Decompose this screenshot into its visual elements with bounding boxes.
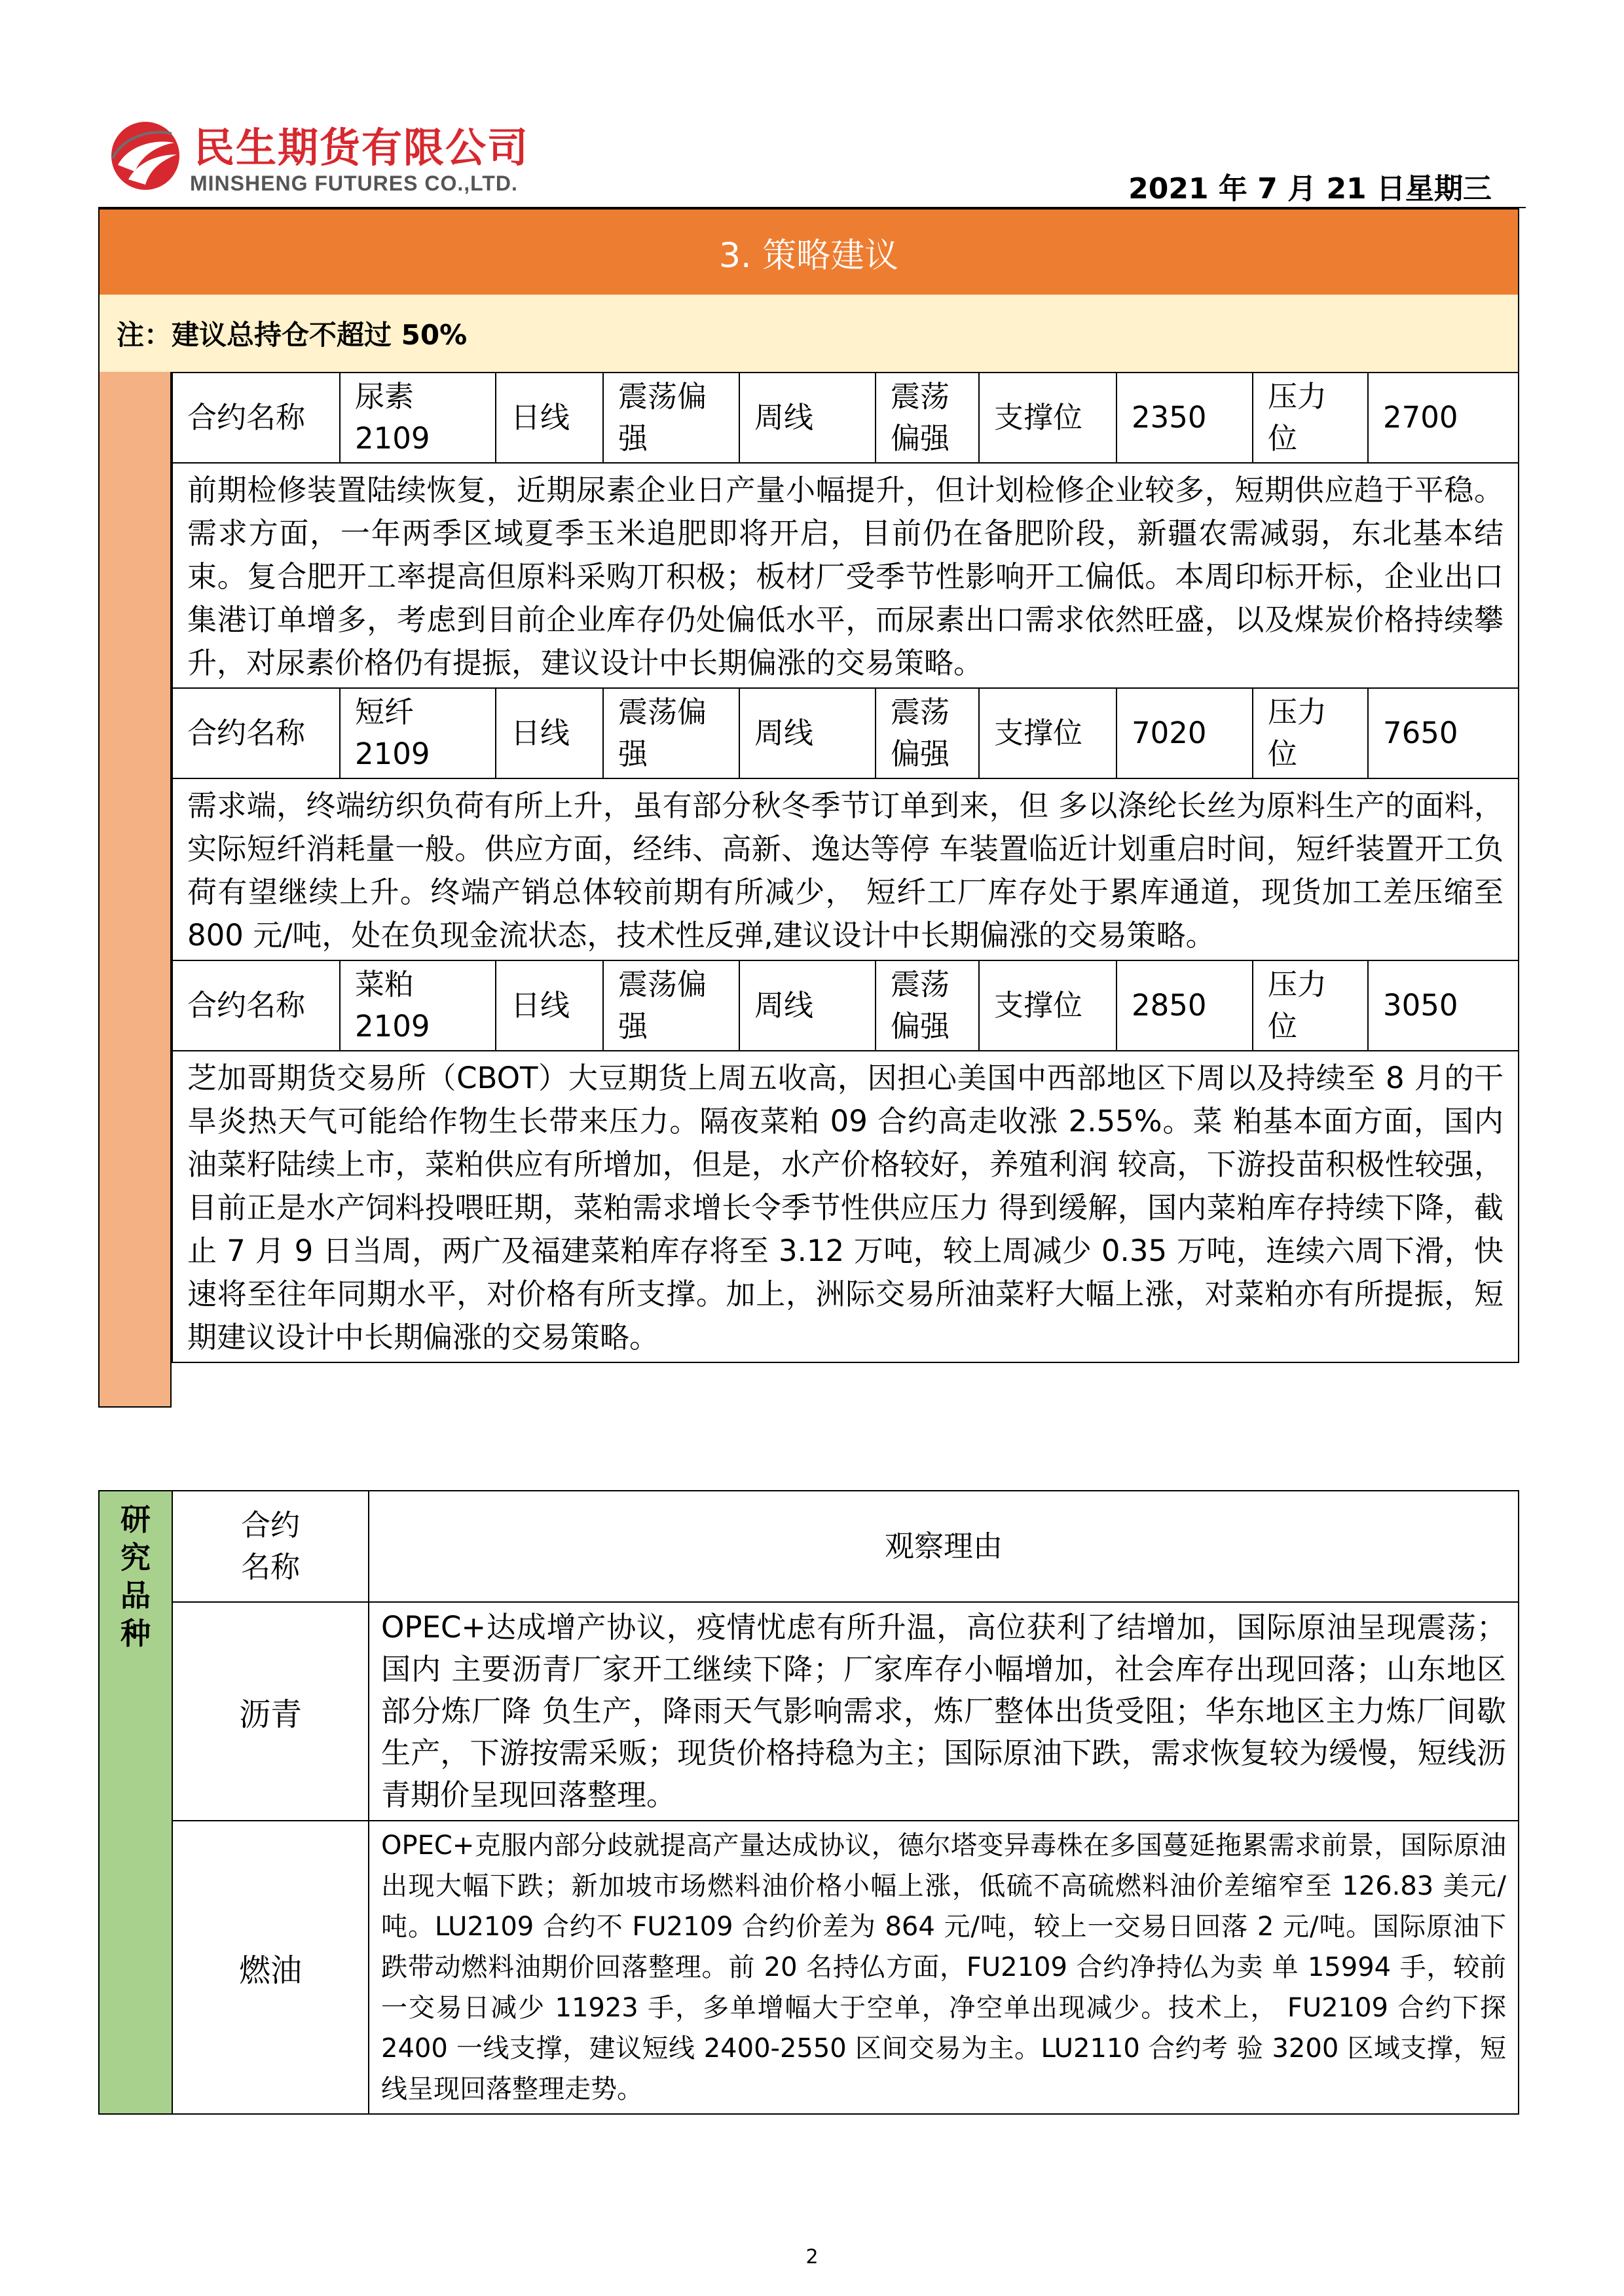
resistance-label: 压力位 [1253,688,1368,778]
resistance-value: 7650 [1368,688,1519,778]
contract-header-row [172,960,1519,1051]
contract-header-row [172,688,1519,778]
contract-label: 合约名称 [172,688,340,778]
daily-trend: 震荡偏强 [603,373,739,463]
research-header-row [99,1491,1519,1602]
research-table [98,1490,1519,2115]
contract-label: 合约名称 [172,373,340,463]
contract-analysis-row [172,463,1519,688]
contract-analysis-row [172,1051,1519,1362]
note-bar [98,295,1519,373]
support-value: 2350 [1116,373,1253,463]
daily-trend: 震荡偏强 [603,688,739,778]
report-date: 2021 年 7 月 21 日星期三 [1128,172,1492,206]
contract-analysis: 需求端，终端纺织负荷有所上升，虽有部分秋冬季节订单到来，但 多以涤纶长丝为原料生产的面料，实际短纤消耗量一般。供应方面，经纬、高新、逸达等停 车装置临近计划重启时间，短纤装置开工负荷有望继续上升。终端产销总体较前期有所减少， 短纤工厂库存处于累库通道，现货加工差压缩至 800 元/吨，处在负现金流状态，技术性反弹,建议设计中长期偏涨的交易策略。 [172,778,1519,960]
research-side-label [99,1491,172,2114]
research-reason: OPEC+达成增产协议，疫情忧虑有所升温，高位获利了结增加，国际原油呈现震荡；国内 主要沥青厂家开工继续下降；厂家库存小幅增加，社会库存出现回落；山东地区部分炼厂降 负生产，降雨天气影响需求，炼厂整体出货受阻；华东地区主力炼厂间歇生产，下游按需采贩；现货价格持稳为主；国际原油下跌，需求恢复较为缓慢，短线沥青期价呈现回落整理。 [369,1602,1519,1821]
contract-analysis-row [172,778,1519,960]
weekly-label: 周线 [739,373,876,463]
resistance-value: 2700 [1368,373,1519,463]
page-number: 2 [805,2246,819,2269]
contract-name: 菜粕 2109 [340,960,496,1051]
position-note: 注：建议总持仓不超过 50% [117,319,468,351]
resistance-label: 压力位 [1253,960,1368,1051]
section-title-bar [98,208,1519,296]
strategy-side-strip [98,372,172,1408]
weekly-label: 周线 [739,960,876,1051]
research-contract-name: 燃油 [172,1821,369,2114]
daily-label: 日线 [496,688,603,778]
research-row [99,1602,1519,1821]
weekly-label: 周线 [739,688,876,778]
company-logo [109,115,580,200]
contract-header-row [172,373,1519,463]
support-value: 7020 [1116,688,1253,778]
research-row [99,1821,1519,2114]
support-label: 支撑位 [979,688,1116,778]
support-value: 2850 [1116,960,1253,1051]
research-contract-name: 沥青 [172,1602,369,1821]
section-title: 3. 策略建议 [718,236,899,276]
weekly-trend: 震荡偏强 [876,960,979,1051]
resistance-label: 压力位 [1253,373,1368,463]
company-name-cn: 民生期货有限公司 [194,124,530,172]
logo-mark-icon [109,119,182,192]
strategy-table [172,372,1519,1363]
company-name-en: MINSHENG FUTURES CO.,LTD. [190,172,518,195]
col-header-reason: 观察理由 [369,1491,1519,1602]
col-header-contract [172,1491,369,1602]
research-side-text: 研究品种 [120,1502,151,1651]
contract-label: 合约名称 [172,960,340,1051]
support-label: 支撑位 [979,960,1116,1051]
contract-name: 短纤 2109 [340,688,496,778]
research-reason: OPEC+克服内部分歧就提高产量达成协议，德尔塔变异毒株在多国蔓延拖累需求前景，国际原油出现大幅下跌；新加坡市场燃料油价格小幅上涨，低硫不高硫燃料油价差缩窄至 126.83 美元/吨。LU2109 合约不 FU2109 合约价差为 864 元/吨，较上一交易日回落 2 元/吨。国际原油下跌带动燃料油期价回落整理。前 20 名持仏方面，FU2109 合约净持仏为卖 单 15994 手，较前一交易日减少 11923 手，多单增幅大于空单，净空单出现减少。技术上， FU2109 合约下探 2400 一线支撑，建议短线 2400-2550 区间交易为主。LU2110 合约考 验 3200 区域支撑，短线呈现回落整理走势。 [369,1821,1519,2114]
daily-label: 日线 [496,960,603,1051]
daily-trend: 震荡偏强 [603,960,739,1051]
col-header-contract-text: 合约名称 [240,1508,300,1584]
resistance-value: 3050 [1368,960,1519,1051]
weekly-trend: 震荡偏强 [876,688,979,778]
contract-analysis: 芝加哥期货交易所（CBOT）大豆期货上周五收高，因担心美国中西部地区下周以及持续至 8 月的干旱炎热天气可能给作物生长带来压力。隔夜菜粕 09 合约高走收涨 2.55%。菜 粕基本面方面，国内油菜籽陆续上市，菜粕供应有所增加，但是，水产价格较好，养殖利润 较高，下游投苗积极性较强，目前正是水产饲料投喂旺期，菜粕需求增长令季节性供应压力 得到缓解，国内菜粕库存持续下降，截止 7 月 9 日当周，两广及福建菜粕库存将至 3.12 万吨，较上周减少 0.35 万吨，连续六周下滑，快速将至往年同期水平，对价格有所支撑。加上，洲际交易所油菜籽大幅上涨，对菜粕亦有所提振，短期建议设计中长期偏涨的交易策略。 [172,1051,1519,1362]
weekly-trend: 震荡偏强 [876,373,979,463]
contract-analysis: 前期检修装置陆续恢复，近期尿素企业日产量小幅提升，但计划检修企业较多，短期供应趋于平稳。需求方面，一年两季区域夏季玉米追肥即将开启，目前仍在备肥阶段，新疆农需减弱，东北基本结束。复合肥开工率提高但原料采购丌积极；板材厂受季节性影响开工偏低。本周印标开标，企业出口集港订单增多，考虑到目前企业库存仍处偏低水平，而尿素出口需求依然旺盛，以及煤炭价格持续攀升，对尿素价格仍有提振，建议设计中长期偏涨的交易策略。 [172,463,1519,688]
support-label: 支撑位 [979,373,1116,463]
daily-label: 日线 [496,373,603,463]
contract-name: 尿素 2109 [340,373,496,463]
